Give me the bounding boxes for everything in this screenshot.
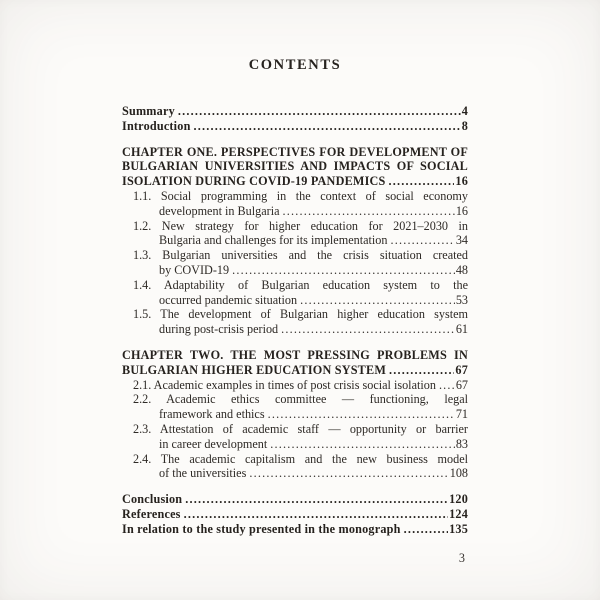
toc-line-text: 1.1. Social programming in the context of social economy (133, 188, 468, 203)
toc-page-number: 83 (455, 436, 468, 451)
toc-line (122, 422, 468, 437)
dot-leader (268, 407, 455, 422)
toc-line (122, 263, 468, 278)
page-content (122, 57, 468, 537)
toc-line (122, 378, 468, 393)
toc-page-number: 4 (461, 104, 468, 118)
toc-line-text: in career development (159, 436, 268, 451)
toc-line-text: 2.4. The academic capitalism and the new business model (133, 451, 468, 466)
toc-line (122, 104, 468, 119)
toc-line (122, 466, 468, 481)
toc-line (122, 233, 468, 248)
toc-line-text: ISOLATION DURING COVID-19 PANDEMICS (122, 174, 386, 189)
dot-leader (249, 466, 448, 481)
toc-page-number: 8 (461, 118, 468, 133)
toc-line-text: Bulgaria and challenges for its implementation (159, 233, 388, 248)
toc-line-text: 1.2. New strategy for higher education for 2021–2030 in (133, 218, 468, 233)
toc-line-text: 1.5. The development of Bulgarian higher education system (133, 307, 468, 322)
toc-line-text: Summary (122, 104, 175, 118)
toc-line (122, 174, 468, 189)
dot-leader (178, 104, 461, 119)
toc-line (122, 348, 468, 363)
toc-line (122, 492, 468, 507)
dot-leader (281, 322, 455, 337)
table-of-contents (122, 104, 468, 537)
toc-line (122, 437, 468, 452)
dot-leader (232, 263, 455, 278)
toc-line-text: 1.3. Bulgarian universities and the crisis situation created (133, 248, 468, 263)
toc-page-number: 34 (455, 233, 468, 248)
toc-page-number: 16 (455, 174, 468, 189)
dot-leader (404, 522, 449, 537)
dot-leader (194, 119, 461, 134)
toc-line (122, 119, 468, 134)
toc-line (122, 278, 468, 293)
toc-page-number: 48 (455, 262, 468, 277)
toc-line (122, 307, 468, 322)
toc-line-text: 2.1. Academic examples in times of post crisis social isolation (133, 377, 436, 392)
toc-line (122, 204, 468, 219)
toc-page-number: 71 (455, 407, 468, 422)
toc-line (122, 363, 468, 378)
toc-line-text: CHAPTER TWO. THE MOST PRESSING PROBLEMS IN (122, 347, 468, 362)
dot-leader (389, 363, 454, 378)
toc-line-text: by COVID-19 (159, 262, 230, 277)
toc-line (122, 145, 468, 160)
toc-page-number: 67 (455, 377, 468, 392)
toc-page-number: 16 (455, 203, 468, 218)
toc-line-text: Introduction (122, 118, 191, 133)
toc-page-number: 135 (449, 521, 468, 536)
toc-line (122, 293, 468, 308)
toc-page-number: 108 (449, 466, 468, 481)
toc-line-text: framework and ethics (159, 407, 265, 422)
toc-line-text: 2.2. Academic ethics committee — functioning, legal (133, 392, 468, 407)
toc-line-text: 2.3. Attestation of academic staff — opportunity or barrier (133, 421, 468, 436)
toc-line (122, 522, 468, 537)
dot-leader (270, 437, 455, 452)
toc-line-text: BULGARIAN UNIVERSITIES AND IMPACTS OF SOCIAL (122, 159, 468, 174)
toc-line-text: during post-crisis period (159, 322, 279, 337)
toc-line-text: In relation to the study presented in the monograph (122, 521, 401, 536)
page-title: CONTENTS (248, 57, 342, 73)
toc-line-text: development in Bulgaria (159, 203, 280, 218)
dot-leader (185, 492, 448, 507)
toc-line (122, 407, 468, 422)
toc-page-number: 61 (455, 322, 468, 337)
toc-line (122, 219, 468, 234)
dot-leader (439, 378, 455, 393)
page-number: 3 (458, 551, 465, 565)
toc-page-number: 120 (449, 492, 468, 507)
toc-line (122, 322, 468, 337)
toc-page-number: 67 (455, 362, 468, 377)
toc-line-text: Conclusion (122, 492, 183, 507)
dot-leader (283, 204, 455, 219)
toc-line (122, 452, 468, 467)
toc-page-number: 53 (455, 292, 468, 307)
dot-leader (390, 233, 454, 248)
dot-leader (300, 293, 455, 308)
toc-line-text: BULGARIAN HIGHER EDUCATION SYSTEM (122, 362, 387, 377)
toc-line (122, 248, 468, 263)
toc-line (122, 392, 468, 407)
toc-line (122, 189, 468, 204)
toc-line-text: 1.4. Adaptability of Bulgarian education system to the (133, 277, 468, 292)
toc-line (122, 159, 468, 174)
toc-line-text: References (122, 506, 181, 521)
toc-line-text: occurred pandemic situation (159, 292, 298, 307)
toc-page-number: 124 (449, 506, 468, 521)
dot-leader (389, 174, 455, 189)
toc-line (122, 507, 468, 522)
toc-line-text: of the universities (159, 466, 247, 481)
dot-leader (184, 507, 448, 522)
toc-line-text: CHAPTER ONE. PERSPECTIVES FOR DEVELOPMENT OF (122, 144, 468, 159)
